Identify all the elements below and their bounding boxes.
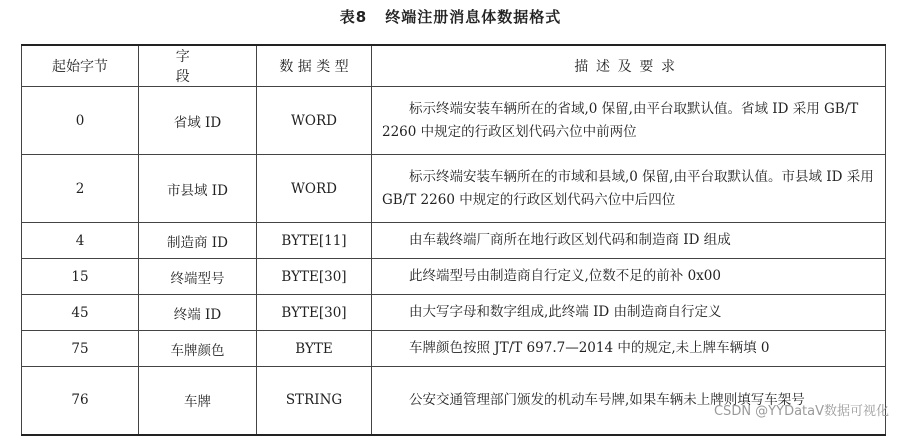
table-row <box>22 223 886 259</box>
cell-start-byte: 2 <box>22 155 139 223</box>
cell-data-type: BYTE[30] <box>257 259 372 295</box>
cell-field: 车牌颜色 <box>139 331 257 367</box>
cell-start-byte: 45 <box>22 295 139 331</box>
cell-field: 省域 ID <box>139 87 257 155</box>
header-start-byte: 起始字节 <box>22 45 139 87</box>
cell-data-type: BYTE[11] <box>257 223 372 259</box>
cell-description: 标示终端安装车辆所在的市域和县域,0 保留,由平台取默认值。市县域 ID 采用 GB/T 2260 中规定的行政区划代码六位中后四位 <box>372 155 886 223</box>
table-row <box>22 331 886 367</box>
header-description: 描述及要求 <box>372 45 886 87</box>
header-data-type: 数 据 类 型 <box>257 45 372 87</box>
cell-field: 终端 ID <box>139 295 257 331</box>
cell-description: 标示终端安装车辆所在的省域,0 保留,由平台取默认值。省域 ID 采用 GB/T 2260 中规定的行政区划代码六位中前两位 <box>372 87 886 155</box>
cell-field: 车牌 <box>139 367 257 435</box>
cell-start-byte: 75 <box>22 331 139 367</box>
table-row <box>22 87 886 155</box>
cell-description: 车牌颜色按照 JT/T 697.7—2014 中的规定,未上牌车辆填 0 <box>372 331 886 367</box>
cell-description: 公安交通管理部门颁发的机动车号牌,如果车辆未上牌则填写车架号 <box>372 367 886 435</box>
cell-field: 制造商 ID <box>139 223 257 259</box>
cell-data-type: BYTE[30] <box>257 295 372 331</box>
cell-description: 由大写字母和数字组成,此终端 ID 由制造商自行定义 <box>372 295 886 331</box>
cell-description: 此终端型号由制造商自行定义,位数不足的前补 0x00 <box>372 259 886 295</box>
table-row <box>22 295 886 331</box>
cell-start-byte: 76 <box>22 367 139 435</box>
source-watermark: CSDN @YYDataV数据可视化 <box>713 404 889 419</box>
cell-data-type: STRING <box>257 367 372 435</box>
cell-start-byte: 15 <box>22 259 139 295</box>
table-row <box>22 259 886 295</box>
cell-description: 由车载终端厂商所在地行政区划代码和制造商 ID 组成 <box>372 223 886 259</box>
cell-start-byte: 4 <box>22 223 139 259</box>
cell-field: 市县域 ID <box>139 155 257 223</box>
table-row <box>22 155 886 223</box>
cell-field: 终端型号 <box>139 259 257 295</box>
table-number: 表8 <box>339 8 368 26</box>
table-header-row <box>22 45 886 87</box>
cell-data-type: WORD <box>257 87 372 155</box>
cell-data-type: BYTE <box>257 331 372 367</box>
table-caption <box>0 6 901 27</box>
header-field: 字 段 <box>139 45 257 87</box>
table-title: 终端注册消息体数据格式 <box>385 8 562 26</box>
cell-start-byte: 0 <box>22 87 139 155</box>
cell-data-type: WORD <box>257 155 372 223</box>
message-format-table <box>21 44 886 436</box>
